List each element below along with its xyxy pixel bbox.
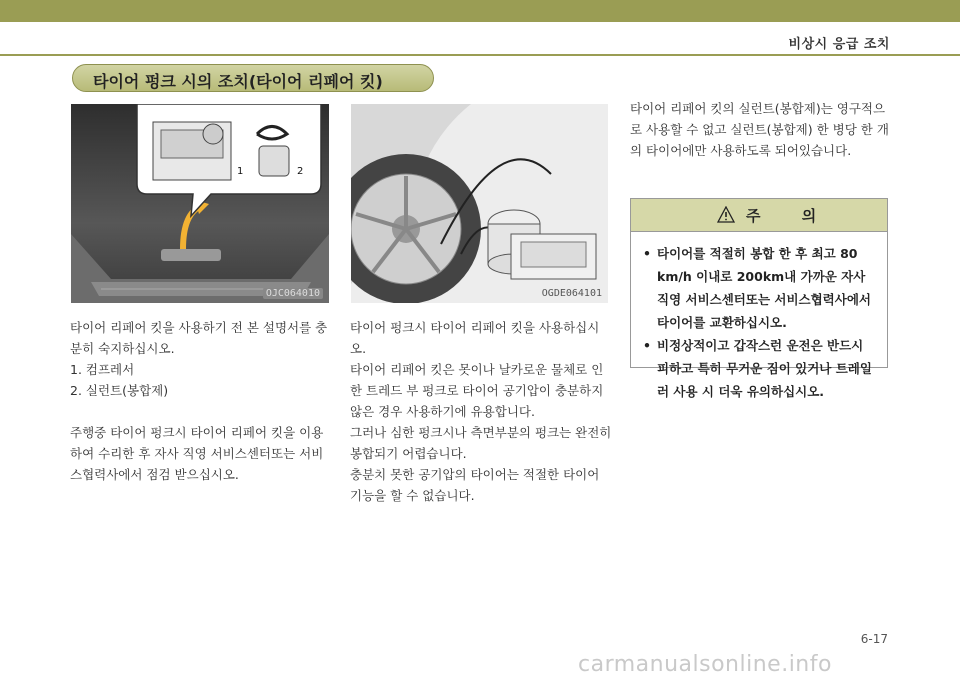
column-2: [350, 317, 612, 506]
page-number: 6-17: [860, 632, 888, 646]
paragraph: 충분치 못한 공기압의 타이어는 적절한 타이어 기능을 할 수 없습니다.: [350, 467, 600, 503]
trunk-kit-figure: [71, 104, 329, 303]
intro-paragraph: 타이어 리페어 킷을 사용하기 전 본 설명서를 충분히 숙지하십시오.: [70, 320, 328, 356]
caution-bullet: • 타이어를 적절히 봉합 한 후 최고 80 km/h 이내로 200km내 가까운 자사 직영 서비스센터또는 서비스협력사에서 타이어를 교환하십시오.: [643, 242, 875, 334]
caution-title: 주 의: [746, 207, 835, 225]
list-item: 2. 실런트(봉합제): [70, 383, 169, 398]
warning-triangle-icon: [717, 206, 735, 223]
column-3: [630, 98, 892, 161]
caution-body: [631, 232, 887, 403]
paragraph: 타이어 리페어 킷의 실런트(봉합제)는 영구적으로 사용할 수 없고 실런트(봉합제) 한 병당 한 개의 타이어에만 사용하도록 되어있습니다.: [630, 101, 889, 158]
section-title: 타이어 펑크 시의 조치(타이어 리페어 킷): [93, 72, 383, 91]
marker-1: 1: [237, 166, 244, 177]
figure-code: OGDE064101: [541, 288, 602, 299]
compressor-illustration: [351, 104, 608, 303]
top-accent-bar: [0, 0, 960, 22]
paragraph: 주행중 타이어 펑크시 타이어 리페어 킷을 이용하여 수리한 후 자사 직영 서비스센터또는 서비스협력사에서 점검 받으십시오.: [70, 425, 324, 482]
column-1: [70, 317, 332, 485]
watermark: carmanualsonline.info: [578, 652, 832, 677]
compressor-tire-figure: [351, 104, 608, 303]
caution-header: [631, 199, 887, 232]
paragraph: 타이어 펑크시 타이어 리페어 킷을 사용하십시오.: [350, 320, 600, 356]
list-item: 1. 컴프레서: [70, 362, 135, 377]
paragraph: 타이어 리페어 킷은 못이나 날카로운 물체로 인한 트레드 부 펑크로 타이어 공기압이 충분하지 않은 경우 사용하기에 유용합니다.: [350, 362, 604, 419]
caution-box: [630, 198, 888, 399]
header-divider: [0, 54, 960, 56]
figure-code: OJC064010: [263, 288, 323, 299]
trunk-illustration: [71, 104, 329, 303]
caution-bullet: • 비정상적이고 갑작스런 운전은 반드시 피하고 특히 무거운 짐이 있거나 트레일러 사용 시 더욱 유의하십시오.: [643, 334, 875, 403]
marker-2: 2: [297, 166, 304, 177]
chapter-title: 비상시 응급 조치: [788, 37, 890, 52]
section-heading: [72, 64, 434, 92]
paragraph: 그러나 심한 펑크시나 측면부분의 펑크는 완전히 봉합되기 어렵습니다.: [350, 425, 612, 461]
